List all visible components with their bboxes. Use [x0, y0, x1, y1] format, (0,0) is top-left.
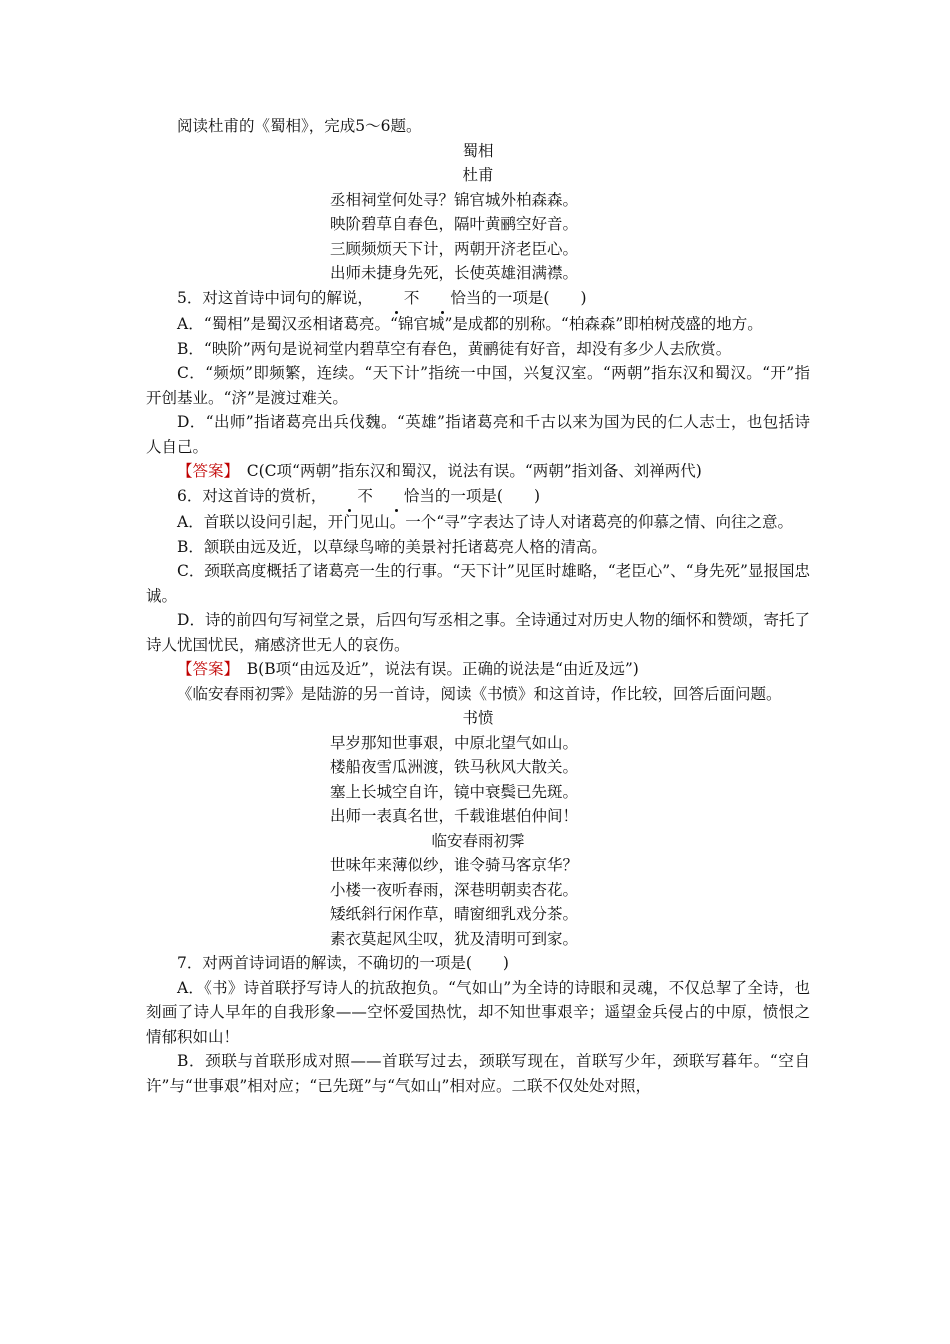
poem-line: 素衣莫起风尘叹，犹及清明可到家。 [330, 929, 579, 948]
poem-line: 矮纸斜行闲作草，晴窗细乳戏分茶。 [330, 905, 579, 923]
answer-label: 【答案】 [177, 462, 232, 480]
question-5-option-b: B．“映阶”两句是说祠堂内碧草空有春色，黄鹂徒有好音，却没有多少人去欣赏。 [177, 339, 732, 358]
question-6-stem: 6．对这首诗的赏析， 不 恰当的一项是( ) [146, 484, 810, 509]
poem-line: 楼船夜雪瓜洲渡，铁马秋风大散关。 [330, 758, 579, 776]
poem-line: 三顾频烦天下计，两朝开济老臣心。 [330, 239, 579, 258]
document-page [146, 114, 810, 1098]
emphasis-dot: 不 [326, 484, 373, 509]
question-6-answer: 【答案】 B(B项“由远及近”，说法有误。正确的说法是“由近及远”) [177, 660, 639, 678]
answer-label: 【答案】 [177, 660, 232, 678]
poem-line: 塞上长城空自许，镜中衰鬓已先斑。 [330, 782, 579, 801]
poem-line: 丞相祠堂何处寻？锦官城外柏森森。 [330, 190, 579, 209]
poem-line: 小楼一夜听春雨，深巷明朝卖杏花。 [330, 880, 579, 899]
poem-line: 映阶碧草自春色，隔叶黄鹂空好音。 [330, 215, 579, 233]
question-7-option-b: B．颈联与首联形成对照——首联写过去，颈联写现在，首联写少年，颈联写暮年。“空自许”与“世事艰”相对应；“已先斑”与“气如山”相对应。二联不仅处处对照， [146, 1052, 810, 1095]
poem-line: 早岁那知世事艰，中原北望气如山。 [330, 733, 579, 752]
question-5-option-c: C．“频烦”即频繁，连续。“天下计”指统一中国，兴复汉室。“两朝”指东汉和蜀汉。“开”指开创基业。“济”是渡过难关。 [146, 364, 810, 407]
question-6-option-a: A．首联以设问引起，开门见山。一个“寻”字表达了诗人对诸葛亮的仰慕之情、向往之意。 [177, 513, 794, 531]
poem-1-body [330, 188, 626, 286]
emphasis-dot: 恰 [373, 484, 420, 509]
intro-line-1: 阅读杜甫的《蜀相》，完成5～6题。 [177, 117, 422, 135]
poem-2-title: 书愤 [462, 709, 494, 727]
emphasis-dot: 恰 [419, 286, 466, 311]
poem-1-author: 杜甫 [462, 166, 494, 184]
question-7-stem: 7．对两首诗词语的解读，不确切的一项是( ) [177, 954, 509, 972]
question-5-stem: 5．对这首诗中词句的解说， 不 恰当的一项是( ) [146, 286, 810, 311]
question-6-option-d: D．诗的前四句写祠堂之景，后四句写丞相之事。全诗通过对历史人物的缅怀和赞颂，寄托了诗人忧国忧民，痛感济世无人的哀伤。 [146, 611, 810, 654]
poem-line: 出师未捷身先死，长使英雄泪满襟。 [330, 264, 579, 282]
question-6-option-b: B．颔联由远及近，以草绿鸟啼的美景衬托诸葛亮人格的清高。 [177, 537, 607, 556]
emphasis-dot: 不 [373, 286, 420, 311]
question-5-answer: 【答案】 C(C项“两朝”指东汉和蜀汉，说法有误。“两朝”指刘备、刘禅两代) [177, 462, 702, 480]
question-5-option-d: D．“出师”指诸葛亮出兵伐魏。“英雄”指诸葛亮和千古以来为国为民的仁人志士，也包括诗人自己。 [146, 413, 810, 456]
poem-line: 世味年来薄似纱，谁令骑马客京华？ [330, 856, 579, 874]
poem-3-body [330, 853, 626, 951]
poem-2-body [330, 731, 626, 829]
question-5-option-a: A．“蜀相”是蜀汉丞相诸葛亮。“锦官城”是成都的别称。“柏森森”即柏树茂盛的地方。 [177, 315, 763, 333]
poem-1-title: 蜀相 [462, 141, 494, 160]
poem-line: 出师一表真名世，千载谁堪伯仲间！ [330, 807, 579, 825]
question-6-option-c: C．颈联高度概括了诸葛亮一生的行事。“天下计”见匡时雄略，“老臣心”、“身先死”显报国忠诚。 [146, 562, 810, 605]
question-7-option-a: A．《书》诗首联抒写诗人的抗敌抱负。“气如山”为全诗的诗眼和灵魂，不仅总挈了全诗，也刻画了诗人早年的自我形象——空怀爱国热忱，却不知世事艰辛；遥望金兵侵占的中原，愤恨之情郁积如山！ [146, 978, 810, 1046]
intro-line-2: 《临安春雨初霁》是陆游的另一首诗，阅读《书愤》和这首诗，作比较，回答后面问题。 [177, 684, 782, 703]
poem-3-title: 临安春雨初霁 [431, 831, 525, 850]
